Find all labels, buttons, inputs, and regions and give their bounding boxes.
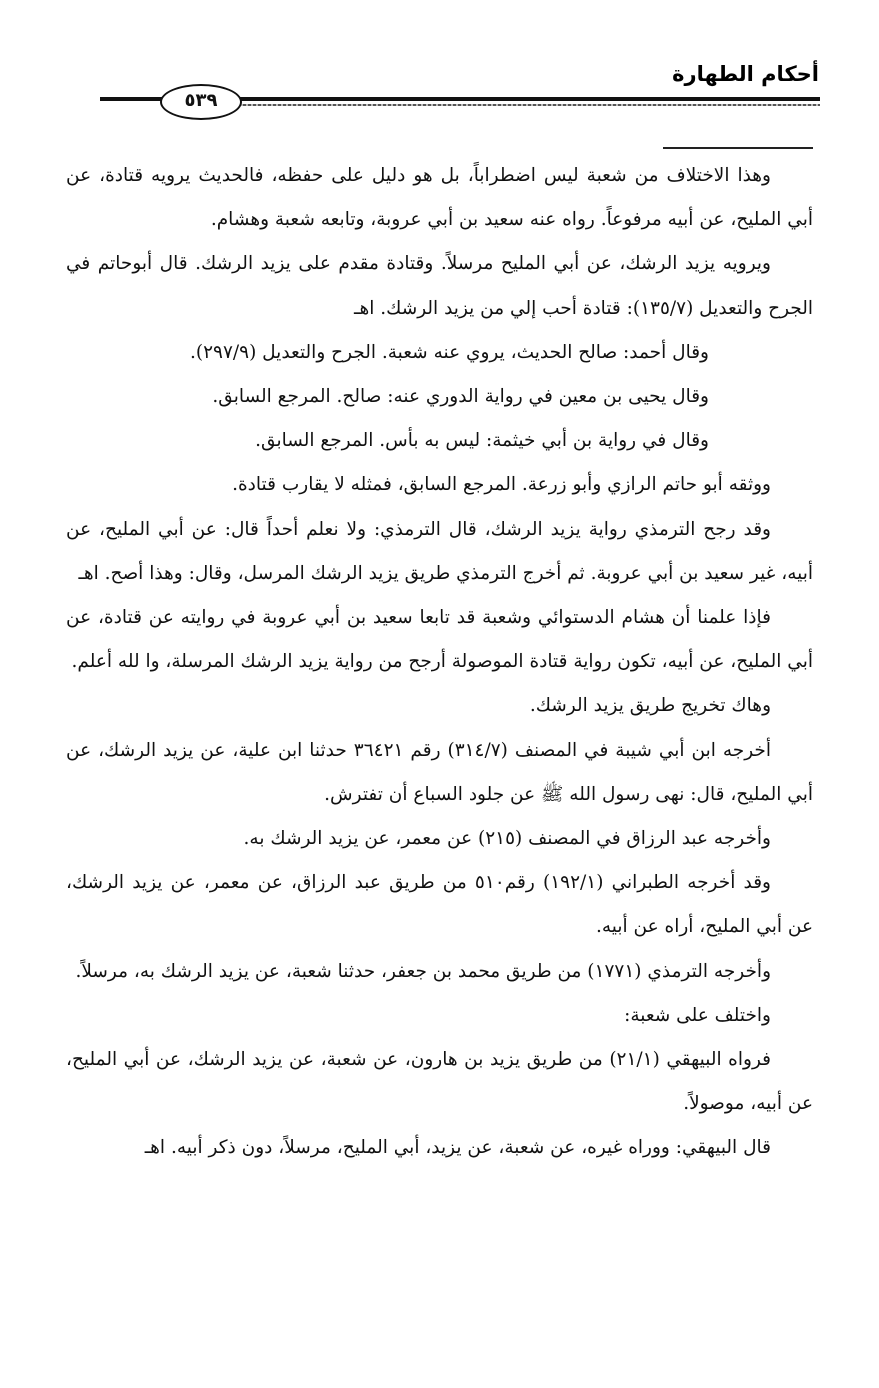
section-separator-rule	[663, 147, 813, 149]
paragraph: ووثقه أبو حاتم الرازي وأبو زرعة. المرجع السابق، فمثله لا يقارب قتادة.	[232, 474, 771, 496]
paragraph: فإذا علمنا أن هشام الدستوائي وشعبة قد تابعا سعيد بن أبي عروبة في روايته عن قتادة، عن أبي المليح، عن أبيه، تكون رواية قتادة الموصولة أرجح من رواية يزيد الرشك المرسلة، وا لله أعلم.	[66, 607, 813, 673]
paragraph: وهذا الاختلاف من شعبة ليس اضطراباً، بل هو دليل على حفظه، فالحديث يرويه قتادة، عن أبي المليح، عن أبيه مرفوعاً. رواه عنه سعيد بن أبي عروبة، وتابعه شعبة وهشام.	[66, 165, 813, 231]
paragraph: وقد رجح الترمذي رواية يزيد الرشك، قال الترمذي: ولا نعلم أحداً قال: عن أبي المليح، عن أبيه، غير سعيد بن أبي عروبة. ثم أخرج الترمذي طريق يزيد الرشك المرسل، وقال: وهذا أصح. اهـ	[66, 518, 813, 584]
main-text	[66, 154, 813, 1171]
paragraph: وقال يحيى بن معين في رواية الدوري عنه: صالح. المرجع السابق.	[212, 386, 709, 408]
paragraph: واختلف على شعبة:	[624, 1004, 771, 1026]
header-rule-ornament	[238, 104, 820, 106]
paragraph: وهاك تخريج طريق يزيد الرشك.	[529, 695, 771, 717]
paragraph: وقال أحمد: صالح الحديث، يروي عنه شعبة. الجرح والتعديل (٢٩٧/٩).	[189, 341, 709, 363]
paragraph: وأخرجه عبد الرزاق في المصنف (٢١٥) عن معمر، عن يزيد الرشك به.	[243, 828, 771, 850]
paragraph: وقد أخرجه الطبراني (١٩٢/١) رقم٥١٠ من طريق عبد الرزاق، عن معمر، عن يزيد الرشك، عن أبي المليح، أراه عن أبيه.	[66, 872, 813, 938]
page-number: ٥٣٩	[160, 84, 242, 120]
paragraph: قال البيهقي: ووراه غيره، عن شعبة، عن يزيد، أبي المليح، مرسلاً، دون ذكر أبيه. اهـ	[144, 1137, 771, 1159]
paragraph: ويرويه يزيد الرشك، عن أبي المليح مرسلاً. وقتادة مقدم على يزيد الرشك. قال أبوحاتم في الجرح والتعديل (١٣٥/٧): قتادة أحب إلي من يزيد الرشك. اهـ	[66, 253, 813, 319]
running-title: أحكام الطهارة	[672, 62, 819, 86]
paragraph: فرواه البيهقي (٢١/١) من طريق يزيد بن هارون، عن شعبة، عن يزيد الرشك، عن أبي المليح، عن أبيه، موصولاً.	[66, 1049, 813, 1115]
paragraph: وأخرجه الترمذي (١٧٧١) من طريق محمد بن جعفر، حدثنا شعبة، عن يزيد الرشك به، مرسلاً.	[75, 960, 771, 982]
paragraph: أخرجه ابن أبي شيبة في المصنف (٣١٤/٧) رقم ٣٦٤٢١ حدثنا ابن علية، عن يزيد الرشك، عن أبي المليح، قال: نهى رسول الله ﷺ عن جلود السباع أن تفترش.	[66, 739, 813, 805]
paragraph: وقال في رواية بن أبي خيثمة: ليس به بأس. المرجع السابق.	[255, 430, 709, 452]
